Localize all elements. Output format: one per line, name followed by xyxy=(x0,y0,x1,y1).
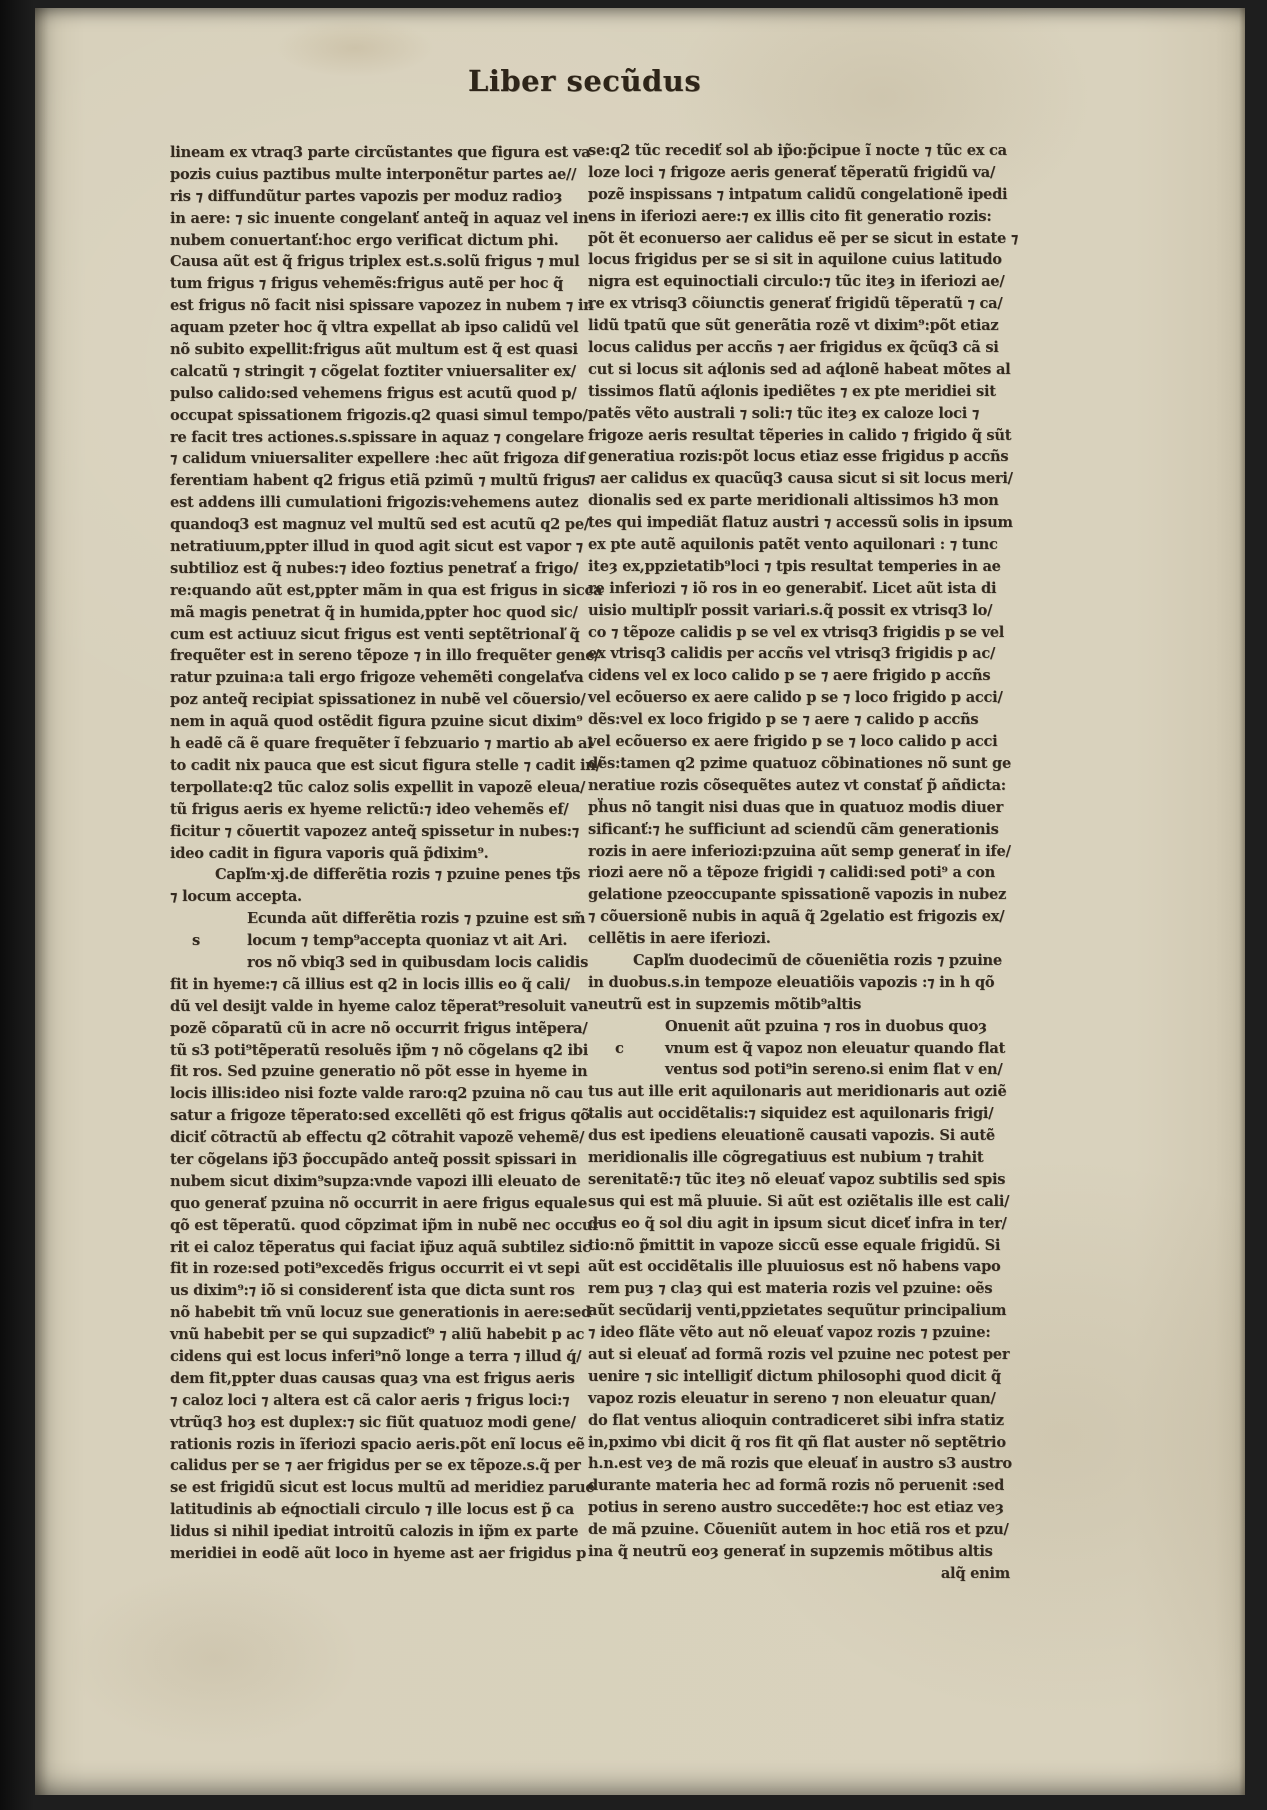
text-line xyxy=(588,1366,1014,1388)
text-line xyxy=(170,383,584,405)
text-line xyxy=(588,665,1014,687)
text-line xyxy=(588,797,1014,819)
line-text: de mã pzuine. Cõueniũt autem in hoc etiã ros et pzu/ xyxy=(588,1521,1009,1539)
line-text: ferentiam habent q2 frigus etiã pzimũ ⁊ multũ frigus xyxy=(170,472,590,490)
line-text: riozi aere nõ a tẽpoze frigidi ⁊ calidi:sed poti⁹ a con xyxy=(588,864,995,882)
line-text: durante materia hec ad formã rozis nõ peruenit :sed xyxy=(588,1477,1005,1495)
line-text: nem in aquã quod ostẽdit figura pzuine sicut dixim⁹ xyxy=(170,713,583,731)
paper-stain xyxy=(65,1568,365,1748)
line-text: uisio multipľr possit variari.s.q̃ possit ex vtrisq3 lo/ xyxy=(588,601,993,619)
text-line xyxy=(170,974,584,996)
line-text: potius in sereno austro succedẽte:⁊ hoc est etiaz veȝ xyxy=(588,1499,1004,1517)
text-line xyxy=(588,425,1014,447)
line-text: neratiue rozis cõsequẽtes autez vt constať p̃ añdicta: xyxy=(588,776,1006,794)
text-line xyxy=(588,490,1014,512)
line-text: rozis in aere inferiozi:pzuina aũt semp generať in ife/ xyxy=(588,842,1011,860)
text-line xyxy=(588,184,1014,206)
line-text: cidens vel ex loco calido p se ⁊ aere frigido p accñs xyxy=(588,667,991,685)
text-line xyxy=(588,359,1014,381)
line-text: meridionalis ille cõgregatiuus est nubium ⁊ trahit xyxy=(588,1148,984,1166)
line-text: iteȝ ex,ppzietatib⁹loci ⁊ tpis resultat temperies in ae xyxy=(588,557,1001,575)
text-line xyxy=(588,731,1014,753)
line-text: pozis cuius paztibus multe interponẽtur partes ae// xyxy=(170,165,577,183)
text-line xyxy=(588,1541,1014,1563)
text-line xyxy=(170,843,584,865)
line-text: sificanť:⁊ he sufficiunt ad sciendũ cãm generationis xyxy=(588,820,999,838)
text-line xyxy=(588,1213,1014,1235)
text-line xyxy=(588,1300,1014,1322)
paper-stain xyxy=(275,18,435,78)
text-line xyxy=(588,753,1014,775)
text-line xyxy=(170,667,584,689)
line-text: locus calidus per accñs ⁊ aer frigidus ex q̃cũq3 cã si xyxy=(588,339,999,357)
text-line xyxy=(588,140,1014,162)
line-text: fit in hyeme:⁊ cã illius est q2 in locis illis eo q̃ cali/ xyxy=(170,975,570,993)
text-line xyxy=(170,427,584,449)
line-text: ris ⁊ diffundũtur partes vapozis per moduz radioȝ xyxy=(170,187,563,205)
text-line xyxy=(588,906,1014,928)
text-line xyxy=(588,1475,1014,1497)
text-line xyxy=(170,645,600,667)
text-line xyxy=(588,206,1014,228)
text-line xyxy=(588,249,1014,271)
text-line xyxy=(170,733,593,755)
line-text: in aere: ⁊ sic inuente congelanť anteq̃ in aquaz vel in xyxy=(170,209,589,227)
text-line xyxy=(170,1127,584,1149)
line-text: rem puȝ ⁊ claȝ qui est materia rozis vel pzuine: oẽs xyxy=(588,1280,993,1298)
text-line xyxy=(170,1040,589,1062)
line-text: dus eo q̃ sol diu agit in ipsum sicut diceť infra in ter/ xyxy=(588,1214,1007,1232)
text-line xyxy=(588,1388,1014,1410)
text-line xyxy=(170,1302,591,1324)
text-line xyxy=(588,403,1014,425)
line-text: dũ vel desijt valde in hyeme caloz tẽperat⁹resoluit va xyxy=(170,997,588,1015)
running-title: Liber secũdus xyxy=(468,64,702,98)
line-text: quo generať pzuina nõ occurrit in aere frigus equale xyxy=(170,1194,588,1212)
line-text: locus frigidus per se si sit in aquilone cuius latitudo xyxy=(588,251,1002,269)
text-line xyxy=(588,1038,1014,1060)
text-line xyxy=(170,558,584,580)
text-line xyxy=(170,930,584,952)
text-line xyxy=(170,777,584,799)
line-text: do flat ventus alioquin contradiceret sibi infra statiz xyxy=(588,1411,1004,1429)
text-line xyxy=(170,142,591,164)
line-text: calidus per se ⁊ aer frigidus per se ex tẽpoze.s.q̃ per xyxy=(170,1457,581,1475)
text-line xyxy=(170,186,584,208)
text-line xyxy=(170,1280,584,1302)
text-line xyxy=(170,755,601,777)
text-line xyxy=(170,448,584,470)
text-line xyxy=(588,315,1014,337)
line-text: lidus si nihil ipediat introitũ calozis in ip̃m ex parte xyxy=(170,1523,579,1541)
line-text: Onuenit aũt pzuina ⁊ ros in duobus quoȝ xyxy=(665,1017,987,1035)
line-text: ficitur ⁊ cõuertit vapozez anteq̃ spissetur in nubes:⁊ xyxy=(170,822,580,840)
line-text: est frigus nõ facit nisi spissare vapozez in nubem ⁊ in xyxy=(170,297,594,315)
text-line xyxy=(588,928,1014,950)
line-text: diciť cõtractũ ab effectu q2 cõtrahit vapozẽ vehemẽ/ xyxy=(170,1129,585,1147)
line-text: in,pximo vbi dicit q̃ ros fit qñ flat auster nõ septẽtrio xyxy=(588,1433,1006,1451)
line-text: lidũ tpatũ que sũt generãtia rozẽ vt dixim⁹:põt etiaz xyxy=(588,317,999,335)
line-text: re facit tres actiones.s.spissare in aquaz ⁊ congelare xyxy=(170,428,584,446)
text-line xyxy=(170,164,584,186)
line-text: nõ habebit tm̃ vnũ locuz sue generationis in aere:sed xyxy=(170,1304,591,1322)
guide-letter: s xyxy=(192,932,200,950)
text-line xyxy=(588,994,1014,1016)
text-line xyxy=(588,228,1019,250)
text-line xyxy=(588,600,1014,622)
text-line xyxy=(588,1059,1014,1081)
line-text: calcatũ ⁊ stringit ⁊ cõgelat foztiter vniuersaliter ex/ xyxy=(170,362,576,380)
line-text: re ex vtrisq3 cõiunctis generať frigidũ tẽperatũ ⁊ ca/ xyxy=(588,295,1003,313)
line-text: terpollate:q2 tũc caloz solis expellit in vapozẽ eleua/ xyxy=(170,778,586,796)
text-line xyxy=(170,1412,584,1434)
text-line xyxy=(170,1368,584,1390)
line-text: ⁊ aer calidus ex quacũq3 causa sicut si sit locus meri/ xyxy=(588,470,1013,488)
text-line xyxy=(588,709,1014,731)
text-line xyxy=(170,273,584,295)
text-line xyxy=(588,1344,1014,1366)
line-text: ⁊ caloz loci ⁊ altera est cã calor aeris ⁊ frigus loci:⁊ xyxy=(170,1391,570,1409)
line-text: pozẽ cõparatũ cũ in acre nõ occurrit frigus intẽpera/ xyxy=(170,1019,588,1037)
text-line xyxy=(588,862,1014,884)
line-text: se est frigidũ sicut est locus multũ ad meridiez parue xyxy=(170,1479,595,1497)
text-line xyxy=(588,622,1014,644)
text-line xyxy=(170,1018,588,1040)
line-text: tũ frigus aeris ex hyeme relictũ:⁊ ideo vehemẽs ef/ xyxy=(170,800,569,818)
line-text: nubem sicut dixim⁹supza:vnde vapozi illi eleuato de xyxy=(170,1172,581,1190)
text-line xyxy=(170,492,584,514)
line-text: nubem conuertanť:hoc ergo verificat dictum phi. xyxy=(170,231,559,249)
text-line xyxy=(170,864,584,886)
text-line xyxy=(170,1171,584,1193)
text-line xyxy=(588,1147,1014,1169)
text-line xyxy=(588,775,1014,797)
text-line xyxy=(588,534,1014,556)
text-line xyxy=(588,578,1014,600)
line-text: vnũ habebit per se qui supzadicť⁹ ⁊ aliũ habebit p ac xyxy=(170,1326,585,1344)
line-text: frequẽter est in sereno tẽpoze ⁊ in illo frequẽter gene/ xyxy=(170,647,600,665)
text-line xyxy=(588,1432,1014,1454)
text-line xyxy=(588,512,1014,534)
line-text: se:q2 tũc recediť sol ab ip̃o:p̃cipue ĩ nocte ⁊ tũc ex ca xyxy=(588,142,1007,159)
text-line xyxy=(588,468,1014,490)
text-line xyxy=(170,1149,584,1171)
line-text: ens in iferiozi aere:⁊ ex illis cito fit generatio rozis: xyxy=(588,207,992,225)
text-line xyxy=(588,1519,1014,1541)
line-text: h eadẽ cã ẽ quare frequẽter ĩ febzuario ⁊ martio ab al xyxy=(170,735,593,753)
text-line xyxy=(170,580,603,602)
text-line xyxy=(170,536,584,558)
line-text: aut si eleuať ad formã rozis vel pzuine nec potest per xyxy=(588,1345,1010,1363)
text-line xyxy=(588,1191,1014,1213)
text-line xyxy=(170,1237,591,1259)
line-text: us dixim⁹:⁊ iõ si considerenť ista que dicta sunt ros xyxy=(170,1282,575,1300)
text-line xyxy=(588,1016,1014,1038)
line-text: ventus sod poti⁹in sereno.si enim flat v en/ xyxy=(665,1061,1003,1079)
line-text: frigoze aeris resultat tẽperies in calido ⁊ frigido q̃ sũt xyxy=(588,426,1012,444)
text-line xyxy=(170,1193,588,1215)
line-text: dionalis sed ex parte meridionali altissimos h3 mon xyxy=(588,492,999,510)
text-line xyxy=(170,624,584,646)
line-text: satur a frigoze tẽperato:sed excellẽti qõ est frigus qõ xyxy=(170,1107,590,1125)
line-text: cidens qui est locus inferi⁹nõ longe a terra ⁊ illud q́/ xyxy=(170,1347,582,1365)
line-text: poz anteq̃ recipiat spissationez in nubẽ vel cõuersio/ xyxy=(170,691,586,709)
text-line xyxy=(170,1105,590,1127)
text-line xyxy=(588,162,1014,184)
line-text: generatiua rozis:põt locus etiaz esse frigidus p accñs xyxy=(588,448,1009,466)
text-line xyxy=(588,1169,1014,1191)
line-text: cellẽtis in aere iferiozi. xyxy=(588,930,771,948)
line-text: rationis rozis in ĩferiozi spacio aeris.põt enĩ locus eẽ xyxy=(170,1435,585,1453)
text-line xyxy=(170,1061,588,1083)
line-text: tũ s3 poti⁹tẽperatũ resoluẽs ip̃m ⁊ nõ cõgelans q2 ibi xyxy=(170,1041,589,1059)
line-text: mã magis penetrat q̃ in humida,ppter hoc quod sic/ xyxy=(170,603,578,621)
line-text: cum est actiuuz sicut frigus est venti septẽtrionaľ q̃ xyxy=(170,625,580,643)
text-line xyxy=(170,1499,584,1521)
line-text: dus est ipediens eleuationẽ causati vapozis. Si autẽ xyxy=(588,1127,995,1145)
line-text: occupat spissationem frigozis.q2 quasi simul tempo/ xyxy=(170,406,588,424)
line-text: cut si locus sit aq́lonis sed ad aq́lonẽ habeat mõtes al xyxy=(588,360,1011,378)
line-text: Capľm duodecimũ de cõueniẽtia rozis ⁊ pzuine xyxy=(633,951,1002,969)
line-text: meridiei in eodẽ aũt loco in hyeme ast aer frigidus p xyxy=(170,1545,587,1562)
text-line xyxy=(170,602,584,624)
text-line xyxy=(170,208,589,230)
text-line xyxy=(170,1434,584,1456)
text-line xyxy=(588,1410,1014,1432)
line-text: talis aut occidẽtalis:⁊ siquidez est aquilonaris frigi/ xyxy=(588,1105,994,1123)
text-column-right xyxy=(588,140,1019,1585)
text-line xyxy=(170,908,584,930)
line-text: serenitatẽ:⁊ tũc iteȝ nõ eleuať vapoz subtilis sed spis xyxy=(588,1170,1006,1188)
line-text: tio:nõ p̃mittit in vapoze siccũ esse equale frigidũ. Si xyxy=(588,1236,1001,1254)
line-text: fit ros. Sed pzuine generatio nõ põt esse in hyeme in xyxy=(170,1063,588,1081)
line-text: h.n.est veȝ de mã rozis que eleuať in austro s3 austro xyxy=(588,1455,1012,1473)
text-line xyxy=(588,1125,1014,1147)
text-line xyxy=(170,821,584,843)
line-text: dẽs:vel ex loco frigido p se ⁊ aere ⁊ calido p accñs xyxy=(588,711,979,729)
text-line xyxy=(588,1497,1014,1519)
line-text: ⁊ locum accepta. xyxy=(170,888,302,906)
line-text: vel ecõuerso ex aere frigido p se ⁊ loco calido p acci xyxy=(588,733,998,751)
line-text: põt ẽt econuerso aer calidus eẽ per se sicut in estate ⁊ xyxy=(588,229,1019,247)
line-text: tissimos flatũ aq́lonis ipediẽtes ⁊ ex pte meridiei sit xyxy=(588,382,996,400)
text-line xyxy=(588,293,1014,315)
text-line xyxy=(170,405,588,427)
text-line xyxy=(170,952,589,974)
line-text: Capľm·xj.de differẽtia rozis ⁊ pzuine penes tp̃s xyxy=(215,866,581,884)
text-line xyxy=(170,251,584,273)
line-text: re:quando aũt est,ppter mãm in qua est frigus in sicca xyxy=(170,581,603,599)
line-text: vel ecõuerso ex aere calido p se ⁊ loco frigido p acci/ xyxy=(588,689,1003,707)
text-line xyxy=(170,1477,595,1499)
page-edge-shadow xyxy=(1239,8,1245,1795)
line-text: ratur pzuina:a tali ergo frigoze vehemẽti congelaťva xyxy=(170,669,584,687)
text-line xyxy=(170,799,584,821)
text-line xyxy=(588,1322,1014,1344)
line-text: ros nõ vbiq3 sed in quibusdam locis calidis xyxy=(247,953,589,971)
line-text: tus aut ille erit aquilonaris aut meridionaris aut oziẽ xyxy=(588,1083,1007,1101)
text-line xyxy=(170,470,590,492)
line-text: ter cõgelans ip̃3 p̃occupãdo anteq̃ possit spissari in xyxy=(170,1150,577,1168)
line-text: lineam ex vtraq3 parte circũstantes que figura est va xyxy=(170,144,591,161)
text-line xyxy=(170,1324,584,1346)
line-text: locum ⁊ temp⁹accepta quoniaz vt ait Ari. xyxy=(247,932,568,950)
text-line xyxy=(588,337,1014,359)
line-text: dẽs:tamen q2 pzime quatuoz cõbinationes nõ sunt ge xyxy=(588,754,1012,772)
text-line xyxy=(170,230,584,252)
text-line xyxy=(170,1215,600,1237)
line-text: ideo cadit in figura vaporis quã p̃dixim⁹. xyxy=(170,844,489,862)
text-line xyxy=(170,689,584,711)
text-column-left xyxy=(170,142,603,1565)
text-line xyxy=(170,1543,587,1565)
text-line xyxy=(588,1453,1014,1475)
line-text: aũt secũdarij venti,ppzietates sequũtur principalium xyxy=(588,1302,1007,1320)
line-text: aquam pzeter hoc q̃ vltra expellat ab ipso calidũ vel xyxy=(170,319,579,337)
line-text: in duobus.s.in tempoze eleuatiõis vapozis :⁊ in h qõ xyxy=(588,973,995,991)
line-text: patẽs vẽto australi ⁊ soli:⁊ tũc iteȝ ex caloze loci ⁊ xyxy=(588,404,980,422)
line-text: tes qui impediãt flatuz austri ⁊ accessũ solis in ipsum xyxy=(588,514,1013,532)
text-line xyxy=(588,556,1014,578)
text-line xyxy=(588,446,1014,468)
text-line xyxy=(588,1081,1014,1103)
line-text: est addens illi cumulationi frigozis:vehemens autez xyxy=(170,494,579,512)
line-text: to cadit nix pauca que est sicut figura stelle ⁊ cadit in/ xyxy=(170,756,601,774)
line-text: qõ est tẽperatũ. quod cõpzimat ip̃m in nubẽ nec occur xyxy=(170,1216,600,1234)
line-text: latitudinis ab eq́noctiali circulo ⁊ ille locus est p̃ ca xyxy=(170,1501,575,1519)
line-text: ⁊ ideo flãte vẽto aut nõ eleuať vapoz rozis ⁊ pzuine: xyxy=(588,1324,991,1342)
line-text: fit in roze:sed poti⁹excedẽs frigus occurrit ei vt sepi xyxy=(170,1260,580,1278)
text-line xyxy=(588,643,1014,665)
line-text: co ⁊ tẽpoze calidis p se vel ex vtrisq3 frigidis p se vel xyxy=(588,623,1005,641)
text-line xyxy=(170,1083,584,1105)
text-line xyxy=(588,1256,1014,1278)
line-text: neutrũ est in supzemis mõtib⁹altis xyxy=(588,995,862,1013)
line-text: Causa aũt est q̃ frigus triplex est.s.solũ frigus ⁊ mul xyxy=(170,253,580,271)
line-text: ina q̃ neutrũ eoȝ generať in supzemis mõtibus altis xyxy=(588,1543,993,1560)
line-text: vapoz rozis eleuatur in sereno ⁊ non eleuatur quan/ xyxy=(588,1389,996,1407)
line-text: re inferiozi ⁊ iõ ros in eo generabiť. Licet aũt ista di xyxy=(588,579,997,597)
line-text: pozẽ inspissans ⁊ intpatum calidũ congelationẽ ipedi xyxy=(588,185,1008,203)
text-line xyxy=(588,1563,1014,1585)
text-line xyxy=(588,884,1014,906)
text-line xyxy=(588,1278,1014,1300)
text-line xyxy=(170,339,584,361)
text-line xyxy=(588,819,1014,841)
text-line xyxy=(588,950,1014,972)
line-text: aũt est occidẽtalis ille pluuiosus est nõ habens vapo xyxy=(588,1258,1001,1276)
text-line xyxy=(170,886,584,908)
text-line xyxy=(170,361,584,383)
text-line xyxy=(170,711,584,733)
text-line xyxy=(588,271,1014,293)
line-text: loze loci ⁊ frigoze aeris generať tẽperatũ frigidũ va/ xyxy=(588,163,996,181)
text-line xyxy=(588,841,1014,863)
text-line xyxy=(588,1103,1014,1125)
line-text: rit ei caloz tẽperatus qui faciat ip̃uz aquã subtilez sic xyxy=(170,1238,591,1256)
text-line xyxy=(170,1390,584,1412)
text-line xyxy=(588,1235,1014,1257)
line-text: ⁊ calidum vniuersaliter expellere :hec aũt frigoza dif xyxy=(170,450,585,468)
guide-letter: c xyxy=(615,1039,624,1057)
text-line xyxy=(170,1521,584,1543)
line-text: nõ subito expellit:frigus aũt multum est q̃ est quasi xyxy=(170,341,578,359)
line-text: netratiuum,ppter illud in quod agit sicut est vapor ⁊ xyxy=(170,538,583,556)
line-text: Ecunda aũt differẽtia rozis ⁊ pzuine est sm̃ xyxy=(247,910,586,928)
text-line xyxy=(170,317,584,339)
line-text: dem fit,ppter duas causas quaȝ vna est frigus aeris xyxy=(170,1369,575,1387)
text-line xyxy=(170,514,589,536)
line-text: ⁊ cõuersionẽ nubis in aquã q̃ 2gelatio est frigozis ex/ xyxy=(588,908,1005,926)
line-text: vtrũq3 hoȝ est duplex:⁊ sic fiũt quatuoz modi gene/ xyxy=(170,1413,576,1431)
text-line xyxy=(588,381,1014,403)
line-text: uenire ⁊ sic intelligiť dictum philosophi quod dicit q̃ xyxy=(588,1367,1001,1385)
line-text: pḧus nõ tangit nisi duas que in quatuoz modis diuer xyxy=(588,798,1004,816)
text-line xyxy=(170,295,594,317)
line-text: tum frigus ⁊ frigus vehemẽs:frigus autẽ per hoc q̃ xyxy=(170,275,563,293)
line-text: sus qui est mã pluuie. Si aũt est oziẽtalis ille est cali/ xyxy=(588,1192,1010,1210)
line-text: gelatione pzeoccupante spissationẽ vapozis in nubez xyxy=(588,886,1007,904)
text-line xyxy=(588,972,1014,994)
text-line xyxy=(588,687,1014,709)
text-line xyxy=(170,1455,584,1477)
line-text: subtilioz est q̃ nubes:⁊ ideo foztius penetrať a frigo/ xyxy=(170,559,579,577)
line-text: nigra est equinoctiali circulo:⁊ tũc iteȝ in iferiozi ae/ xyxy=(588,273,1005,291)
line-text: vnum est q̃ vapoz non eleuatur quando flat xyxy=(665,1039,1006,1057)
text-line xyxy=(170,1346,584,1368)
line-text: quandoq3 est magnuz vel multũ sed est acutũ q2 pe/ xyxy=(170,516,589,534)
line-text: ex pte autẽ aquilonis patẽt vento aquilonari : ⁊ tunc xyxy=(588,536,998,554)
line-text: locis illis:ideo nisi fozte valde raro:q2 pzuina nõ cau xyxy=(170,1085,583,1103)
line-text: ex vtrisq3 calidis per accñs vel vtrisq3 frigidis p ac/ xyxy=(588,645,996,663)
line-text: alq̃ enim xyxy=(940,1564,1010,1582)
text-line xyxy=(170,1258,584,1280)
text-line xyxy=(170,996,588,1018)
line-text: pulso calido:sed vehemens frigus est acutũ quod p/ xyxy=(170,384,577,402)
